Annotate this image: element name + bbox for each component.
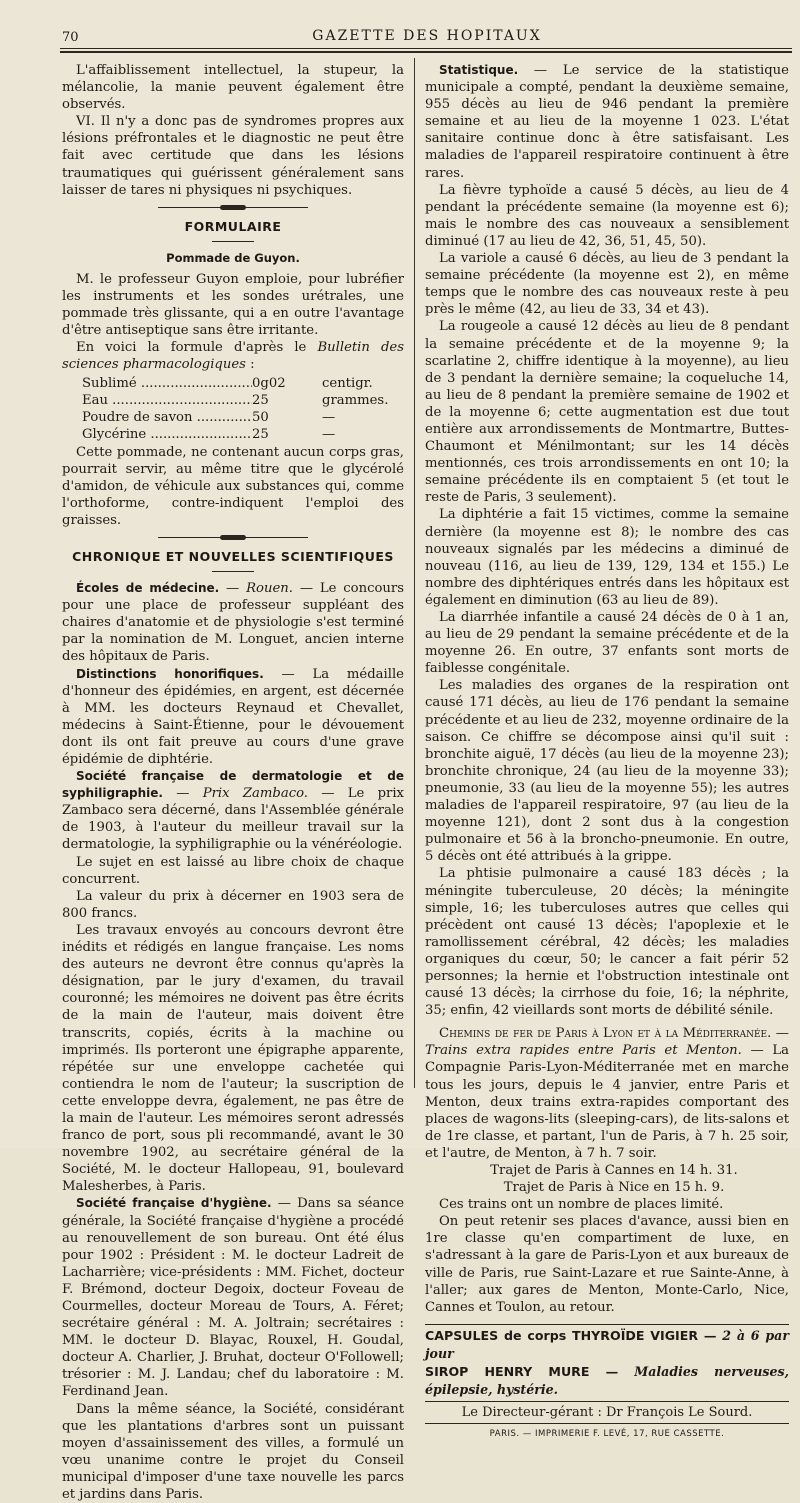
header-rule <box>60 48 792 49</box>
paragraph: M. le professeur Guyon emploie, pour lubréfier les instruments et les sondes urétrales, une pommade très glissante, qui a en outre l'avantage d'être antiseptique sans être irritante. <box>62 271 404 339</box>
director-signature: Le Directeur-gérant : Dr François Le Sourd. <box>461 1404 753 1420</box>
printer-line: PARIS. — IMPRIMERIE F. LEVÉ, 17, RUE CASSETTE. <box>489 1428 725 1439</box>
ingredient-qty: 25 <box>252 392 269 408</box>
news-item: Chemins de fer de Paris à Lyon et à la Méditerranée. — Trains extra rapides entre Paris et Menton. — La Compagnie Paris-Lyon-Méditerranée met en marche tous les jours, depuis le 4 janvier, entre Paris et Menton, deux trains extra-rapides comportant des places de wagons-lits (sleeping-cars), de lits-salons et de 1re classe, et partant, l'un de Paris, à 7 h. 25 soir, et l'autre, de Menton, à 7 h. 7 soir. <box>425 1026 789 1161</box>
paragraph: Ces trains ont un nombre de places limité. <box>439 1197 724 1213</box>
ad-rule <box>425 1324 789 1325</box>
footer-rule <box>425 1423 789 1424</box>
news-item: Société française de dermatologie et de syphiligraphie. — Prix Zambaco. — Le prix Zambaco sera décerné, dans l'Assemblée générale de 1903, à l'auteur du meilleur travail sur la dermatologie, la syphiligraphie ou la vénéréologie. <box>62 769 404 853</box>
left-column <box>62 62 404 1503</box>
ingredient-qty: 50 <box>252 409 269 425</box>
advertisement: SIROP HENRY MURE — Maladies nerveuses, épilepsie, hystérie. <box>425 1363 789 1397</box>
section-title-chronique: CHRONIQUE ET NOUVELLES SCIENTIFIQUES <box>72 548 394 564</box>
news-heading: Chemins de fer de Paris à Lyon et à la Méditerranée. <box>439 1026 772 1042</box>
news-item: Écoles de médecine. — Rouen. — Le concours pour une place de professeur suppléant des chaires d'anatomie et de physiologie s'est terminé par la nomination de M. Longuet, ancien interne des hôpitaux de Paris. <box>62 581 405 665</box>
footer-rule <box>425 1401 789 1402</box>
recipe-row <box>82 426 404 443</box>
ingredient-unit: grammes. <box>322 392 389 408</box>
ingredient-unit: centigr. <box>322 375 373 391</box>
news-heading: Statistique. <box>439 63 519 77</box>
recipe-row <box>82 375 404 392</box>
short-rule <box>212 571 254 572</box>
paragraph: Le sujet en est laissé au libre choix de chaque concurrent. <box>62 854 404 887</box>
paragraph: La valeur du prix à décerner en 1903 sera de 800 francs. <box>62 888 404 921</box>
recipe-title: Pommade de Guyon. <box>166 250 300 265</box>
paragraph: Les maladies des organes de la respiration ont causé 171 décès, au lieu de 176 pendant la semaine précédente et au lieu de 232, moyenne ordinaire de la saison. Ce chiffre se décompose ainsi qu'il suit : bronchite aiguë, 17 décès (au lieu de la moyenne 23); bronchite chronique, 24 (au lieu de la moyenne 33); pneumonie, 33 (au lieu de la moyenne 55); les autres maladies de l'appareil respiratoire, 97 (au lieu de la moyenne 121), dont 2 sont dus à la congestion pulmonaire et 56 à la broncho-pneumonie. En outre, 5 décès ont été attribués à la grippe. <box>425 678 789 865</box>
paragraph: La fièvre typhoïde a causé 5 décès, au lieu de 4 pendant la précédente semaine (la moyenne est 6); mais le nombre des cas nouveaux a sensiblement diminué (17 au lieu de 42, 36, 51, 45, 50). <box>425 182 789 249</box>
ingredient-qty: 0g02 <box>252 375 286 391</box>
paragraph: Les travaux envoyés au concours devront être inédits et rédigés en langue française. Les noms des auteurs ne devront être connus qu'après la désignation, par le jury d'examen, du travail couronné; les mémoires ne doivent pas être écrits de la main de l'auteur, mais doivent être transcrits, copiés, écrits à la machine ou imprimés. Ils porteront une épigraphe apparente, répétée sur une enveloppe cachetée qui contiendra le nom de l'auteur; la suscription de cette enveloppe devra, également, ne pas être de la main de l'auteur. Les mémoires seront adressés franco de port, sous pli recommandé, avant le 30 novembre 1902, au secrétaire général de la Société, M. le docteur Hallopeau, 91, boulevard Malesherbes, à Paris. <box>62 922 404 1195</box>
ingredient-unit: — <box>322 426 336 442</box>
column-divider <box>414 58 415 1088</box>
paragraph: La variole a causé 6 décès, au lieu de 3 pendant la semaine précédente (la moyenne est 2), en même temps que le nombre des cas nouveaux reste à peu près le même (42, au lieu de 33, 34 et 43). <box>425 251 789 318</box>
recipe-row <box>82 392 404 409</box>
ingredient-name: Poudre de savon ..... <box>82 409 252 426</box>
ornament-divider <box>158 205 308 210</box>
ingredient-unit: — <box>322 409 336 425</box>
paragraph: L'affaiblissement intellectuel, la stupeur, la mélancolie, la manie peuvent également être observés. <box>62 63 404 113</box>
page-number: 70 <box>62 30 79 45</box>
news-item: Distinctions honorifiques. — La médaille d'honneur des épidémies, en argent, est décernée à MM. les docteurs Reynaud et Chevallet, médecins à Saint-Étienne, pour le dévouement dont ils ont fait preuve au cours d'une grave épidémie de diphtérie. <box>62 666 404 767</box>
advertisement: CAPSULES de corps THYROÏDE VIGIER — 2 à 6 par jour <box>425 1327 789 1361</box>
news-heading: Société française d'hygiène. <box>76 1196 272 1211</box>
paragraph: Dans la même séance, la Société, considérant que les plantations d'arbres sont un puissant moyen d'assainissement des villes, a formulé un vœu unanime contre le projet du Conseil municipal d'imposer d'une taxe nouvelle les parcs et jardins dans Paris. <box>62 1401 404 1503</box>
paragraph: La diarrhée infantile a causé 24 décès de 0 à 1 an, au lieu de 29 pendant la semaine précédente et de la moyenne 26. En outre, 37 enfants sont morts de faiblesse congénitale. <box>425 610 789 677</box>
right-column <box>425 62 789 1443</box>
paragraph: En voici la formule d'après le Bulletin des sciences pharmacologiques : <box>62 340 405 373</box>
recipe-list <box>82 375 404 443</box>
paragraph: La rougeole a causé 12 décès au lieu de 8 pendant la semaine précédente et de la moyenne 9; la scarlatine 2, chiffre identique à la moyenne), au lieu de 3 pendant la dernière semaine; la coqueluche 14, au lieu de 8 pendant la première semaine de 1902 et de la moyenne 6; cette augmentation est due tout entière aux arrondissements de Montmartre, Buttes-Chaumont et Ménilmontant; sur les 14 décès mentionnés, ces trois arrondissements en ont 10; la semaine précédente ils en comptaient 5 (et tout le reste de Paris, 3 seulement). <box>425 319 789 506</box>
ingredient-name: Glycérine ..... <box>82 426 252 443</box>
paragraph: VI. Il n'y a donc pas de syndromes propres aux lésions préfrontales et le diagnostic ne peut être fait avec certitude que dans les lésions traumatiques qui guérissent généralement sans laisser de tares ni physiques ni psychiques. <box>62 114 404 198</box>
ingredient-qty: 25 <box>252 426 269 442</box>
news-heading: Société française de dermatologie et de syphiligraphie. <box>62 769 404 801</box>
paragraph: La diphtérie a fait 15 victimes, comme la semaine dernière (la moyenne est 8); le nombre des cas nouveaux signalés par les médecins a diminué de nouveau (116, au lieu de 139, 129, 134 et 155.) Le nombre des diphtériques entrés dans les hôpitaux est également en diminution (63 au lieu de 89). <box>425 507 789 608</box>
news-heading: Distinctions honorifiques. <box>76 666 264 681</box>
paragraph: On peut retenir ses places d'avance, aussi bien en 1re classe qu'en compartiment de luxe, en s'adressant à la gare de Paris-Lyon et aux bureaux de ville de Paris, rue Saint-Lazare et rue Sainte-Anne, à l'aller; aux gares de Menton, Monte-Carlo, Nice, Cannes et Toulon, au retour. <box>425 1214 789 1315</box>
journal-reference: Bulletin des sciences pharmacologiques <box>62 340 405 373</box>
ingredient-name: Eau ..... <box>82 392 252 409</box>
ornament-divider <box>158 535 308 540</box>
news-heading: Écoles de médecine. <box>76 581 220 596</box>
news-item: Société française d'hygiène. — Dans sa séance générale, la Société française d'hygiène a procédé au renouvellement de son bureau. Ont été élus pour 1902 : Président : M. le docteur Ladreit de Lacharrière; vice-présidents : MM. Fichet, docteur F. Brémond, docteur Degoix, docteur Foveau de Courmelles, docteur Moreau de Tours, A. Féret; secrétaire général : M. A. Joltrain; secrétaires : MM. le docteur D. Blayac, Rouxel, H. Goudal, docteur A. Charlier, J. Bruhat, docteur O'Followell; trésorier : M. J. Landau; chef du laboratoire : M. Ferdinand Jean. <box>62 1196 405 1400</box>
short-rule <box>212 241 254 242</box>
news-item: Statistique. — Le service de la statistique municipale a compté, pendant la deuxième semaine, 955 décès au lieu de 946 pendant la première semaine et au lieu de la moyenne 1 023. L'état sanitaire continue donc à être satisfaisant. Les maladies de l'appareil respiratoire continuent à être rares. <box>425 63 789 181</box>
paragraph: Cette pommade, ne contenant aucun corps gras, pourrait servir, au même titre que le glycérolé d'amidon, de véhicule aux substances qui, comme l'orthoforme, contre-indiquent l'emploi des graisses. <box>62 444 404 528</box>
train-schedule: Trajet de Paris à Nice en 15 h. 9. <box>503 1180 725 1196</box>
journal-title: GAZETTE DES HOPITAUX <box>312 28 542 44</box>
header-rule-thick <box>60 51 792 53</box>
train-schedule: Trajet de Paris à Cannes en 14 h. 31. <box>490 1163 738 1178</box>
section-title-formulaire: FORMULAIRE <box>184 218 282 234</box>
page-header <box>62 28 792 48</box>
paragraph: La phtisie pulmonaire a causé 183 décès ; la méningite tuberculeuse, 20 décès; la méningite simple, 16; les tuberculoses autres que celles qui précèdent ont causé 13 décès; l'apoplexie et le ramollissement cérébral, 42 décès; les maladies organiques du cœur, 50; le cancer a fait périr 52 personnes; la hernie et l'obstruction intestinale ont causé 13 décès; la cirrhose du foie, 16; la néphrite, 35; enfin, 42 vieillards sont morts de débilité sénile. <box>425 866 789 1019</box>
ingredient-name: Sublimé ..... <box>82 375 252 392</box>
recipe-row <box>82 409 404 426</box>
